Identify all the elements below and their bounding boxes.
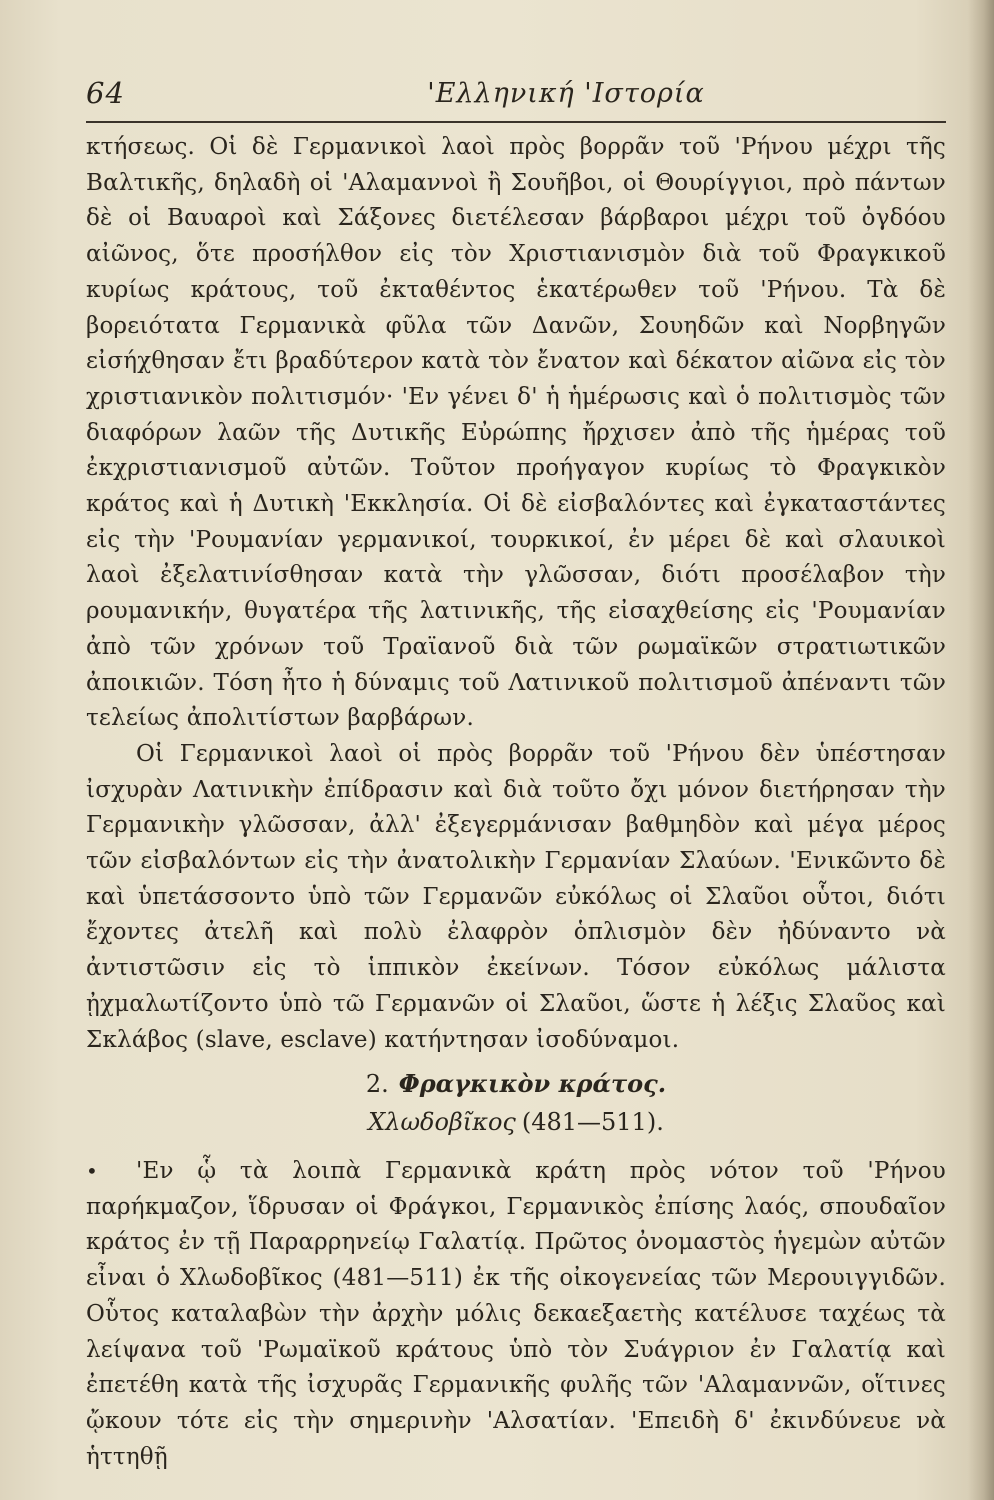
main-text (86, 130, 946, 1058)
page-number: 64 (86, 76, 125, 110)
section-title: Φραγκικὸν κράτος. (398, 1069, 667, 1098)
section-subheading (86, 1106, 946, 1138)
paragraph-wrapper (86, 1154, 946, 1475)
page-header (86, 70, 946, 120)
bullet-mark: • (86, 1159, 98, 1183)
paragraph: κτήσεως. Οἱ δὲ Γερμανικοὶ λαοὶ πρὸς βορρᾶν τοῦ 'Ρήνου μέχρι τῆς Βαλτικῆς, δηλαδὴ οἱ 'Αλαμαννοὶ ἢ Σουῆβοι, οἱ Θουρίγγιοι, πρὸ πάντων δὲ οἱ Βαυαροὶ καὶ Σάξονες διετέλεσαν βάρβαροι μέχρι τοῦ ὀγδόου αἰῶνος, ὅτε προσήλθον εἰς τὸν Χριστιανισμὸν διὰ τοῦ Φραγκικοῦ κυρίως κράτους, τοῦ ἐκταθέντος ἑκατέρωθεν τοῦ 'Ρήνου. Τὰ δὲ βορειότατα Γερμανικὰ φῦλα τῶν Δανῶν, Σουηδῶν καὶ Νορβηγῶν εἰσήχθησαν ἔτι βραδύτερον κατὰ τὸν ἔνατον καὶ δέκατον αἰῶνα εἰς τὸν χριστιανικὸν πολιτισμόν· 'Εν γένει δ' ἡ ἡμέρωσις καὶ ὁ πολιτισμὸς τῶν διαφόρων λαῶν τῆς Δυτικῆς Εὐρώπης ἤρχισεν ἀπὸ τῆς ἡμέρας τοῦ ἐκχριστιανισμοῦ αὐτῶν. Τοῦτον προήγαγον κυρίως τὸ Φραγκικὸν κράτος καὶ ἡ Δυτικὴ 'Εκκλησία. Οἱ δὲ εἰσβαλόντες καὶ ἐγκαταστάντες εἰς τὴν 'Ρουμανίαν γερμανικοί, τουρκικοί, ἐν μέρει δὲ καὶ σλαυικοὶ λαοὶ ἐξελατινίσθησαν κατὰ τὴν γλῶσσαν, διότι προσέλαβον τὴν ρουμανικήν, θυγατέρα τῆς λατινικῆς, τῆς εἰσαχθείσης εἰς 'Ρουμανίαν ἀπὸ τῶν χρόνων τοῦ Τραϊανοῦ διὰ τῶν ρωμαϊκῶν στρατιωτικῶν ἀποικιῶν. Τόση ἦτο ἡ δύναμις τοῦ Λατινικοῦ πολιτισμοῦ ἀπέναντι τῶν τελείως ἀπολιτίστων βαρβάρων. (86, 134, 946, 732)
paragraph: 'Εν ᾧ τὰ λοιπὰ Γερμανικὰ κράτη πρὸς νότον τοῦ 'Ρήνου παρήκμαζον, ἵδρυσαν οἱ Φράγκοι, Γερμανικὸς ἐπίσης λαός, σπουδαῖον κράτος ἐν τῇ Παραρρηνείῳ Γαλατίᾳ. Πρῶτος ὀνομαστὸς ἡγεμὼν αὐτῶν εἶναι ὁ Χλωδοβῖκος (481—511) ἐκ τῆς οἰκογενείας τῶν Μερουιγγιδῶν. Οὗτος καταλαβὼν τὴν ἀρχὴν μόλις δεκαεξαετὴς κατέλυσε ταχέως τὰ λείψανα τοῦ 'Ρωμαϊκοῦ κράτους ὑπὸ τὸν Συάγριον ἐν Γαλατίᾳ καὶ ἐπετέθη κατὰ τῆς ἰσχυρᾶς Γερμανικῆς φυλῆς τῶν 'Αλαμαννῶν, οἵτινες ᾤκουν τότε εἰς τὴν σημερινὴν 'Αλσατίαν. 'Επειδὴ δ' ἐκινδύνευε νὰ ἡττηθῇ (86, 1158, 946, 1470)
running-title: 'Ελληνική 'Ιστορία (427, 78, 705, 109)
section-heading (86, 1068, 946, 1100)
section-subtitle-dates: (481—511). (521, 1108, 664, 1136)
section-text (86, 1154, 946, 1475)
page-edge-shadow (968, 0, 994, 1500)
section-subtitle-name: Χλωδοβῖκος (368, 1108, 516, 1136)
header-rule (86, 121, 946, 123)
section-number: 2. (365, 1070, 389, 1098)
paragraph: Οἱ Γερμανικοὶ λαοὶ οἱ πρὸς βορρᾶν τοῦ 'Ρήνου δὲν ὑπέστησαν ἰσχυρὰν Λατινικὴν ἐπίδρασιν καὶ διὰ τοῦτο ὄχι μόνον διετήρησαν τὴν Γερμανικὴν γλῶσσαν, ἀλλ' ἐξεγερμάνισαν βαθμηδὸν καὶ μέγα μέρος τῶν εἰσβαλόντων εἰς τὴν ἀνατολικὴν Γερμανίαν Σλαύων. 'Ενικῶντο δὲ καὶ ὑπετάσσοντο ὑπὸ τῶν Γερμανῶν εὐκόλως οἱ Σλαῦοι οὗτοι, διότι ἔχοντες ἀτελῆ καὶ πολὺ ἐλαφρὸν ὁπλισμὸν δὲν ἠδύναντο νὰ ἀντιστῶσιν εἰς τὸ ἱππικὸν ἐκείνων. Τόσον εὐκόλως μάλιστα ᾐχμαλωτίζοντο ὑπὸ τῶ Γερμανῶν οἱ Σλαῦοι, ὥστε ἡ λέξις Σλαῦος καὶ Σκλάβος (slave, esclave) κατήντησαν ἰσοδύναμοι. (86, 740, 946, 1053)
